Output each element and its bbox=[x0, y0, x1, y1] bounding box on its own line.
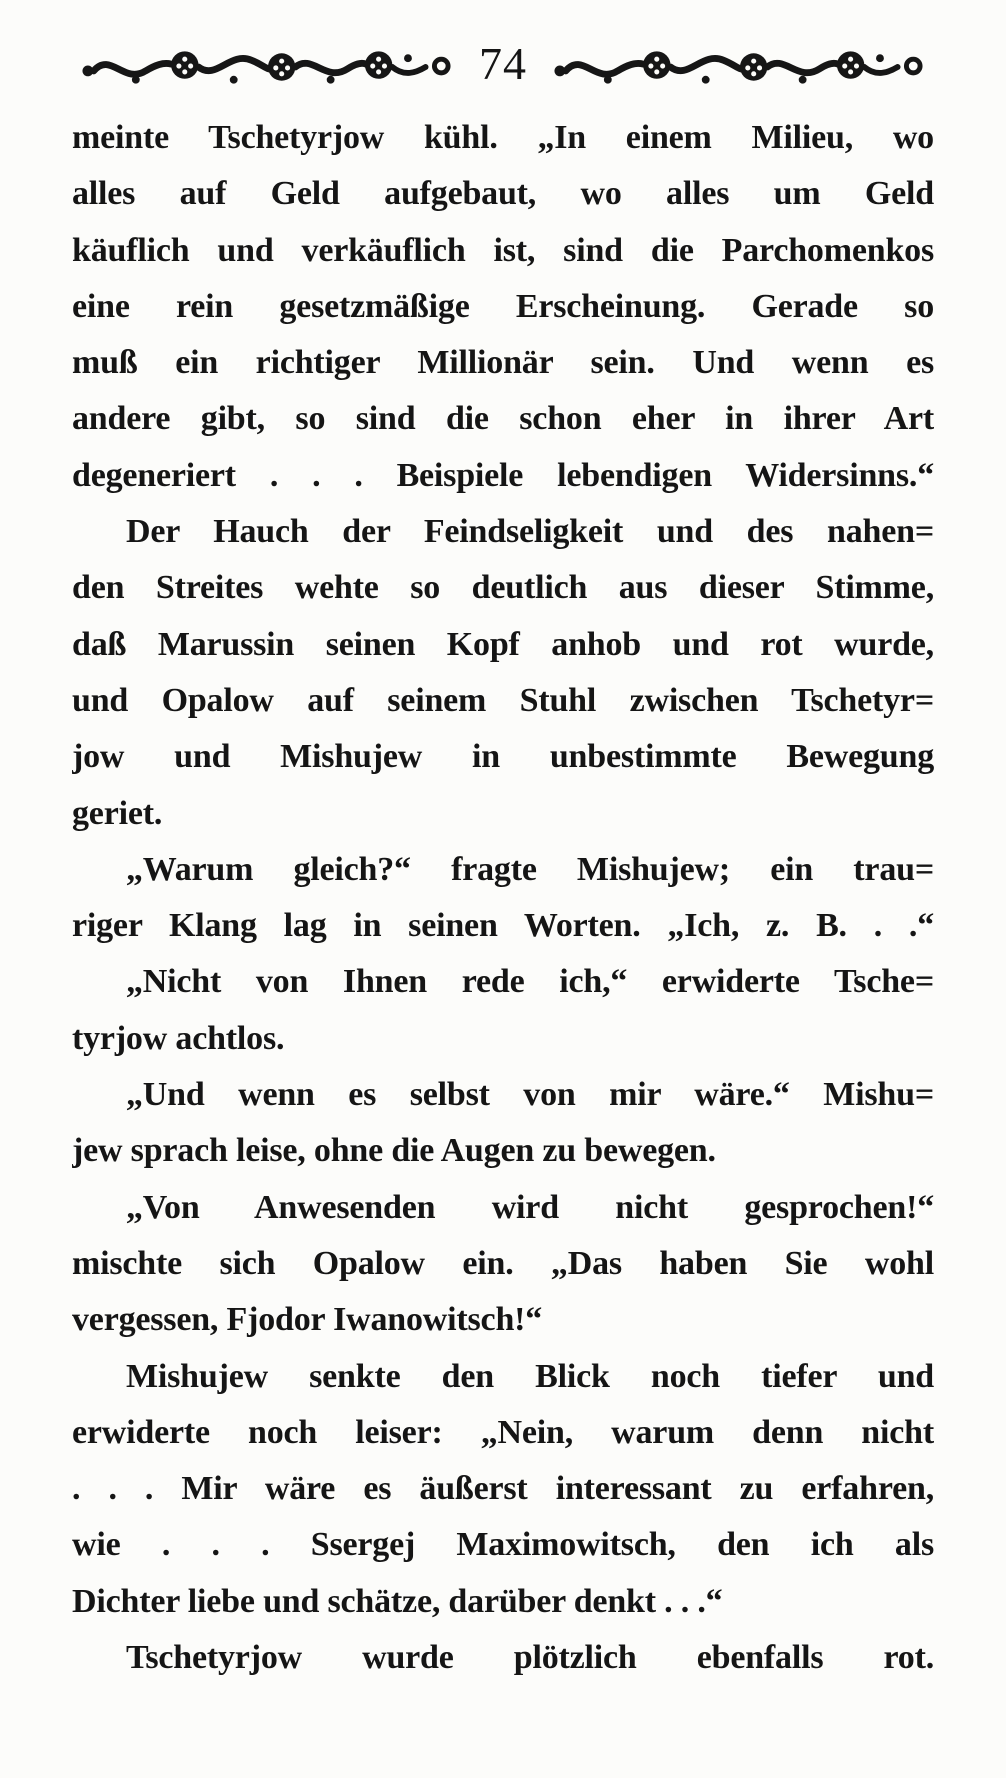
text-line: alles auf Geld aufgebaut, wo alles um Geld bbox=[72, 175, 934, 213]
page-text-body bbox=[72, 110, 934, 1686]
text-line: muß ein richtiger Millionär sein. Und wenn es bbox=[72, 344, 934, 382]
text-line: käuflich und verkäuflich ist, sind die Parchomenkos bbox=[72, 231, 934, 269]
page-header bbox=[0, 38, 1006, 90]
text-line: und Opalow auf seinem Stuhl zwischen Tschetyr= bbox=[72, 681, 934, 719]
text-line: erwiderte noch leiser: „Nein, warum denn nicht bbox=[72, 1413, 934, 1451]
text-line: Der Hauch der Feindseligkeit und des nahen= bbox=[126, 513, 934, 551]
text-line: jew sprach leise, ohne die Augen zu bewegen. bbox=[72, 1132, 716, 1170]
text-line: „Von Anwesenden wird nicht gesprochen!“ bbox=[126, 1188, 934, 1226]
text-line: degeneriert . . . Beispiele lebendigen Widersinns.“ bbox=[72, 456, 934, 494]
text-line: Dichter liebe und schätze, darüber denkt . . .“ bbox=[72, 1582, 723, 1620]
text-line: . . . Mir wäre es äußerst interessant zu erfahren, bbox=[72, 1470, 934, 1508]
floral-ornament-left-icon bbox=[81, 45, 453, 89]
text-line: „Warum gleich?“ fragte Mishujew; ein trau= bbox=[126, 850, 934, 888]
text-line: mischte sich Opalow ein. „Das haben Sie wohl bbox=[72, 1244, 934, 1282]
text-line: vergessen, Fjodor Iwanowitsch!“ bbox=[72, 1301, 543, 1339]
text-line: daß Marussin seinen Kopf anhob und rot wurde, bbox=[72, 625, 934, 663]
text-line: meinte Tschetyrjow kühl. „In einem Milieu, wo bbox=[72, 119, 934, 156]
floral-ornament-right-icon bbox=[553, 45, 925, 89]
text-line: jow und Mishujew in unbestimmte Bewegung bbox=[72, 738, 934, 776]
text-line: „Nicht von Ihnen rede ich,“ erwiderte Tsche= bbox=[126, 963, 934, 1001]
text-line: andere gibt, so sind die schon eher in ihrer Art bbox=[72, 400, 934, 438]
text-line: „Und wenn es selbst von mir wäre.“ Mishu= bbox=[126, 1076, 934, 1114]
text-line: den Streites wehte so deutlich aus dieser Stimme, bbox=[72, 569, 934, 607]
text-line: wie . . . Ssergej Maximowitsch, den ich als bbox=[72, 1526, 934, 1564]
page-number: 74 bbox=[479, 38, 527, 89]
text-line: Mishujew senkte den Blick noch tiefer und bbox=[126, 1357, 934, 1395]
text-line: eine rein gesetzmäßige Erscheinung. Gerade so bbox=[72, 287, 934, 325]
text-line: Tschetyrjow wurde plötzlich ebenfalls rot. bbox=[126, 1639, 934, 1677]
text-line: geriet. bbox=[72, 794, 163, 832]
text-line: tyrjow achtlos. bbox=[72, 1019, 285, 1057]
text-line: riger Klang lag in seinen Worten. „Ich, z. B. . .“ bbox=[72, 907, 934, 945]
